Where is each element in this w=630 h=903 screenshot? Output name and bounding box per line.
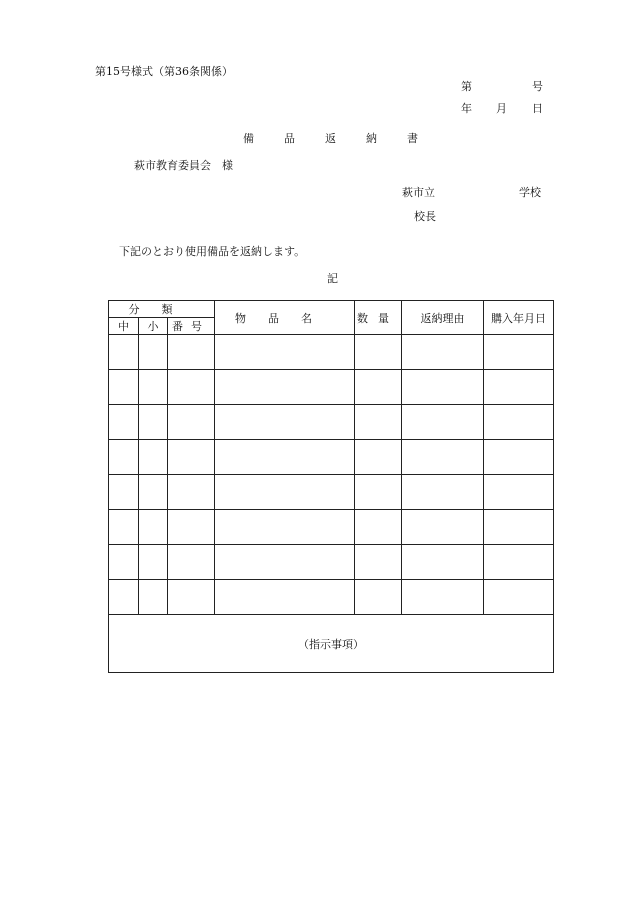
table-cell[interactable] (139, 405, 168, 440)
table-cell[interactable] (484, 440, 554, 475)
table-cell[interactable] (355, 440, 402, 475)
table-cell[interactable] (109, 580, 139, 615)
category-small-header: 小 (139, 318, 168, 335)
table-cell[interactable] (215, 370, 355, 405)
table-cell[interactable] (215, 510, 355, 545)
date-day-label: 日 (532, 102, 543, 115)
quantity-header: 数量 (355, 301, 402, 335)
table-cell[interactable] (484, 475, 554, 510)
table-cell[interactable] (355, 580, 402, 615)
table-cell[interactable] (139, 440, 168, 475)
table-cell[interactable] (168, 440, 215, 475)
return-items-table (108, 300, 554, 673)
table-cell[interactable] (402, 335, 484, 370)
table-cell[interactable] (109, 545, 139, 580)
table-cell[interactable] (402, 545, 484, 580)
table-cell[interactable] (355, 370, 402, 405)
table-cell[interactable] (215, 475, 355, 510)
table-row (109, 580, 554, 615)
reason-header: 返納理由 (402, 301, 484, 335)
table-cell[interactable] (109, 440, 139, 475)
school-suffix: 学校 (519, 186, 541, 199)
table-row (109, 370, 554, 405)
table-row (109, 440, 554, 475)
table-cell[interactable] (109, 335, 139, 370)
instructions-label: （指示事項） (298, 637, 364, 651)
table-cell[interactable] (139, 370, 168, 405)
table-cell[interactable] (109, 405, 139, 440)
doc-number-suffix: 号 (532, 80, 543, 93)
table-cell[interactable] (215, 405, 355, 440)
table-cell[interactable] (168, 405, 215, 440)
table-cell[interactable] (109, 510, 139, 545)
ki-label: 記 (327, 272, 338, 285)
table-row (109, 545, 554, 580)
table-cell[interactable] (215, 580, 355, 615)
table-cell[interactable] (139, 335, 168, 370)
table-cell[interactable] (168, 510, 215, 545)
table-cell[interactable] (355, 475, 402, 510)
table-cell[interactable] (139, 510, 168, 545)
classification-header: 分類 (109, 301, 215, 318)
table-row (109, 510, 554, 545)
table-row (109, 405, 554, 440)
table-row (109, 335, 554, 370)
table-cell[interactable] (139, 545, 168, 580)
table-cell[interactable] (355, 405, 402, 440)
document-title: 備品返納書 (243, 132, 448, 145)
table-cell[interactable] (215, 545, 355, 580)
category-number-header: 番号 (168, 318, 215, 335)
table-cell[interactable] (168, 475, 215, 510)
table-row (109, 475, 554, 510)
table-cell[interactable] (109, 475, 139, 510)
table-cell[interactable] (402, 370, 484, 405)
table-cell[interactable] (402, 580, 484, 615)
table-cell[interactable] (484, 510, 554, 545)
table-cell[interactable] (109, 370, 139, 405)
category-middle-header: 中 (109, 318, 139, 335)
table-cell[interactable] (402, 510, 484, 545)
instructions-box[interactable] (109, 615, 554, 673)
item-name-header: 物品名 (215, 301, 355, 335)
table-cell[interactable] (355, 510, 402, 545)
table-cell[interactable] (402, 475, 484, 510)
table-cell[interactable] (168, 545, 215, 580)
table-cell[interactable] (355, 335, 402, 370)
table-cell[interactable] (355, 545, 402, 580)
table-cell[interactable] (484, 370, 554, 405)
table-cell[interactable] (484, 545, 554, 580)
table-cell[interactable] (402, 440, 484, 475)
addressee: 萩市教育委員会 様 (134, 159, 233, 172)
table-cell[interactable] (215, 335, 355, 370)
date-year-label: 年 (461, 102, 472, 115)
date-month-label: 月 (496, 102, 507, 115)
table-cell[interactable] (484, 335, 554, 370)
table-cell[interactable] (139, 475, 168, 510)
principal-label: 校長 (414, 210, 436, 223)
table-cell[interactable] (168, 370, 215, 405)
purchase-date-header: 購入年月日 (484, 301, 554, 335)
table-cell[interactable] (402, 405, 484, 440)
form-number: 第15号様式（第36条関係） (95, 65, 233, 78)
table-cell[interactable] (484, 405, 554, 440)
doc-number-prefix: 第 (461, 80, 472, 93)
table-cell[interactable] (168, 335, 215, 370)
table-cell[interactable] (168, 580, 215, 615)
intro-text: 下記のとおり使用備品を返納します。 (119, 245, 306, 258)
school-prefix: 萩市立 (402, 186, 435, 199)
table-cell[interactable] (215, 440, 355, 475)
table-cell[interactable] (484, 580, 554, 615)
table-cell[interactable] (139, 580, 168, 615)
